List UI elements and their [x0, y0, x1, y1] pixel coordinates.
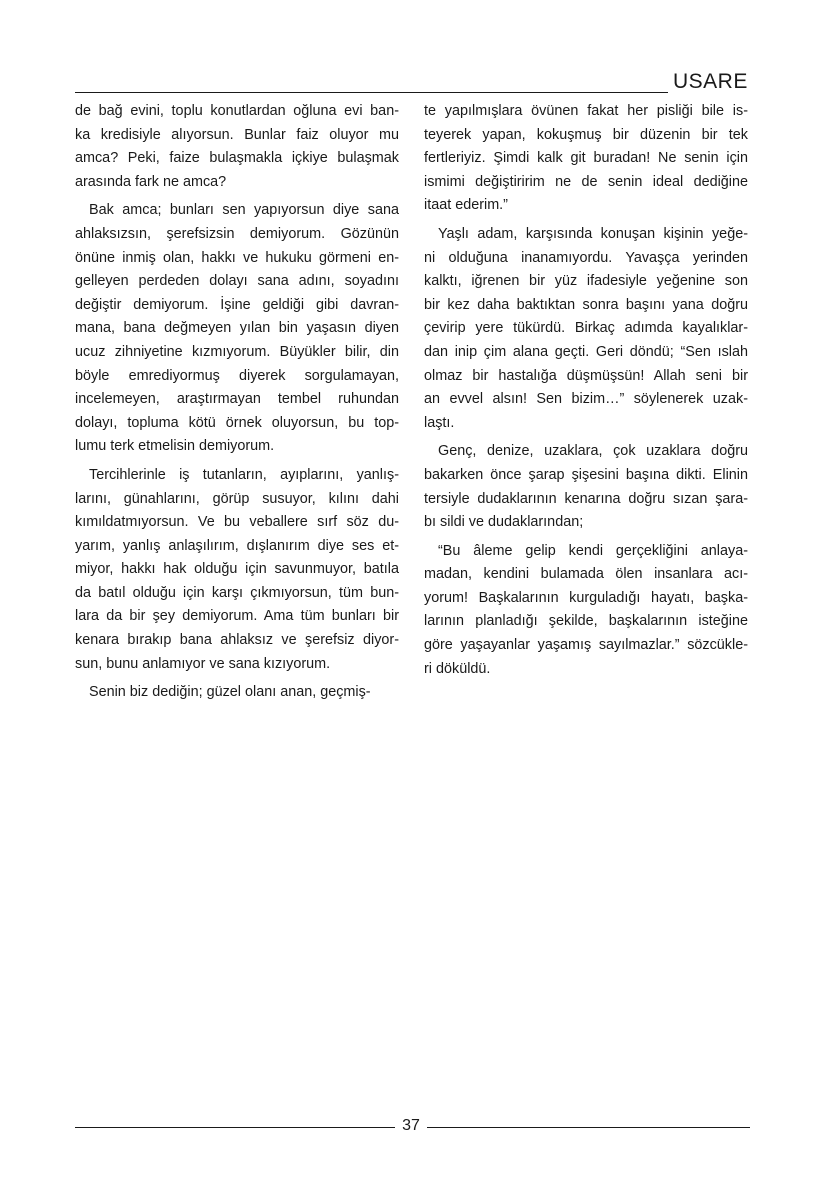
text-line: tersiyle dudaklarının kenarına doğru sızan şara- [424, 490, 748, 507]
text-line: mana, bana değmeyen yılan bin yaşasın diyen [75, 320, 399, 337]
text-line: bir kez daha baktıktan sonra başını yana doğru [424, 296, 748, 313]
header-rule [75, 92, 668, 93]
text-line: miyor, hakkı hak olduğu için savunmuyor, batıla [75, 561, 399, 578]
text-line: kenara bırakıp bana ahlaksız ve şerefsiz diyor- [75, 632, 399, 649]
text-line: çevirip yere tükürdü. Birkaç adımda kayalıklar- [424, 320, 748, 337]
text-line: kalktı, iğrenen bir yüz ifadesiyle yeğenine son [424, 273, 748, 290]
text-line: bı sildi ve dudaklarından; [424, 514, 584, 531]
text-line: laştı. [424, 414, 455, 431]
text-line: Tercihlerinle iş tutanların, ayıplarını, yanlış- [89, 466, 399, 483]
text-line: ahlaksızsın, şerefsizsin demiyorum. Gözünün [75, 225, 399, 242]
text-line: Genç, denize, uzaklara, çok uzaklara doğru [438, 443, 748, 460]
footer-rule-right [427, 1127, 750, 1128]
text-line: Yaşlı adam, karşısında konuşan kişinin yeğe- [438, 225, 748, 242]
text-line: değiştir demiyorum. İşine geldiği gibi davran- [75, 296, 399, 313]
text-line: larını, günahlarını, görüp susuyor, kılını dahi [75, 490, 399, 507]
text-line: ri döküldü. [424, 660, 491, 677]
text-line: Bak amca; bunları sen yapıyorsun diye sana [89, 202, 399, 219]
text-line: fertleriyiz. Şimdi kalk git buradan! Ne senin için [424, 150, 748, 167]
text-line: yarım, yanlış anlaşılırım, dışlanırım diye ses et- [75, 537, 399, 554]
text-line: kımıldatmıyorsun. Ve bu veballere sırf söz du- [75, 514, 399, 531]
text-line: an evvel alsın! Sen bizim…” söylenerek uzak- [424, 391, 748, 408]
text-line: te yapılmışlara övünen fakat her pisliği bile is- [424, 103, 748, 119]
footer-rule-left [75, 1127, 395, 1128]
text-line: arasında fark ne amca? [75, 173, 227, 190]
text-line: önüne inmiş olan, hakkı ve hukuku görmeni en- [75, 249, 399, 266]
text-line: da batıl olduğu için karşı çıkmıyorsun, tüm bun- [75, 584, 399, 601]
running-header-title: USARE [673, 70, 748, 93]
text-line: teyerek yapan, kokuşmuş bir düzenin bir tek [424, 126, 748, 143]
text-line: dan inip çim alana geçti. Geri döndü; “Sen ıslah [424, 343, 748, 360]
text-line: sun, bunu anlamıyor ve sana kızıyorum. [75, 655, 331, 672]
text-line: lumu terk etmelisin demiyorum. [75, 438, 275, 455]
text-line: incelemeyen, araştırmayan tembel ruhundan [75, 391, 399, 408]
text-line: yorum! Başkalarının kurguladığı hayatı, başka- [424, 589, 748, 606]
text-line: ni olduğuna inanamıyordu. Yavaşça yerinden [424, 249, 748, 266]
text-line: gelleyen perdeden dolayı sana adını, soyadını [75, 273, 399, 290]
right-column [424, 100, 748, 681]
text-line: göre yaşayanlar yaşamış sayılmazlar.” sözcükle- [424, 637, 748, 654]
text-line: lara da bir şey demiyorum. Ama tüm bunları bir [75, 608, 399, 625]
text-line: ka kredisiyle alıyorsun. Bunlar faiz oluyor mu [75, 126, 399, 143]
text-line: Senin biz dediğin; güzel olanı anan, geçmiş- [89, 684, 371, 701]
text-line: böyle emrediyormuş diyerek sorgulamayan, [75, 367, 399, 384]
text-line: larının planladığı şekilde, başkalarının isteğine [424, 613, 748, 630]
text-line: amca? Peki, faize bulaşmakla içkiye bulaşmak [75, 150, 399, 167]
page-number: 37 [402, 1117, 420, 1134]
text-line: ismimi değiştiririm ne de senin ideal dediğine [424, 173, 748, 190]
text-line: de bağ evini, toplu konutlardan oğluna evi ban- [75, 103, 399, 119]
left-column [75, 100, 399, 705]
text-line: ucuz zihniyetine kızmıyorum. Büyükler bilir, din [75, 343, 399, 360]
text-line: “Bu âleme gelip kendi gerçekliğini anlaya- [438, 542, 748, 559]
text-line: itaat ederim.” [424, 197, 508, 214]
text-line: olmaz bir hastalığa düşmüşsün! Allah seni bir [424, 367, 748, 384]
text-line: bakarken önce şarap şişesini başına dikti. Elinin [424, 466, 748, 483]
text-line: dolayı, topluma kötü örnek oluyorsun, bu top- [75, 414, 399, 431]
text-line: madan, kendini bulamada ölen insanlara acı- [424, 566, 748, 583]
